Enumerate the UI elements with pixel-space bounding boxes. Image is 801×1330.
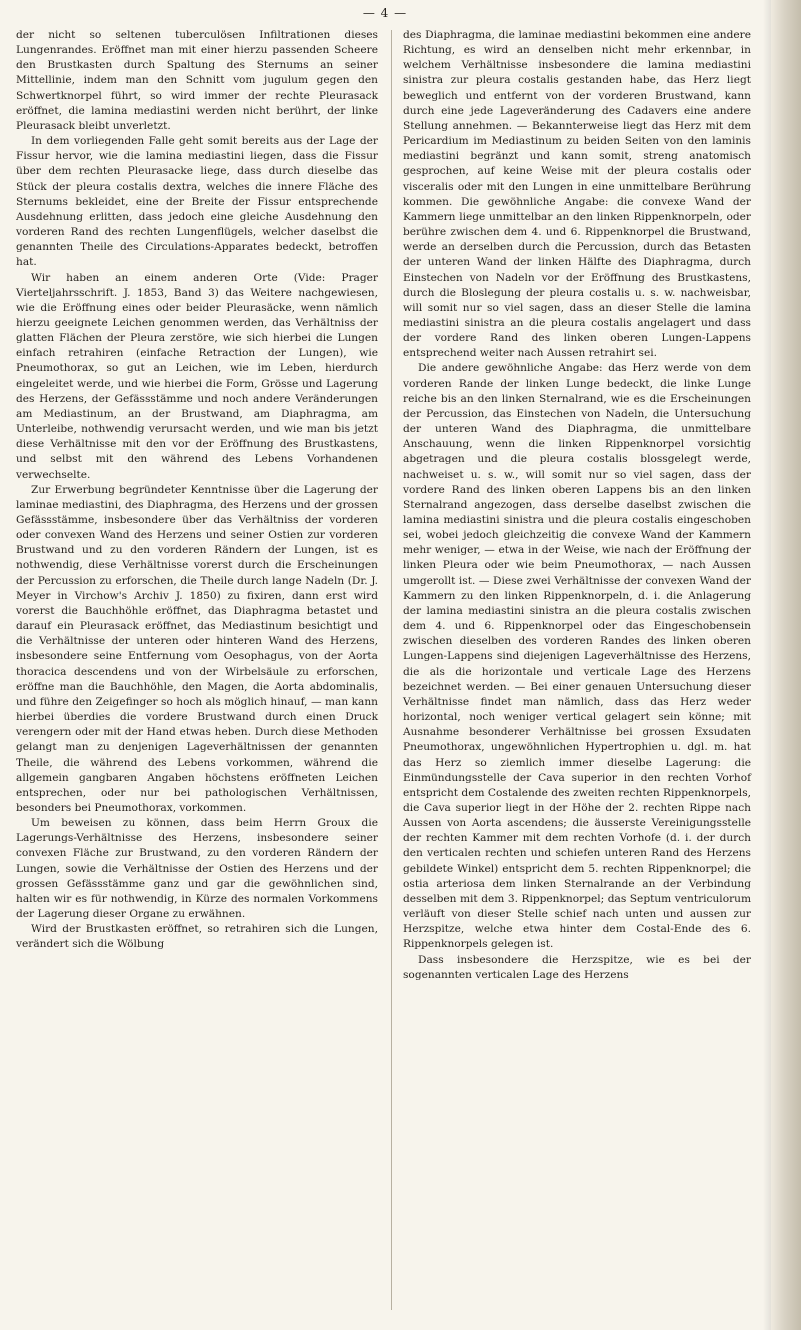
paragraph: der nicht so seltenen tuberculösen Infiltrationen dieses Lungenrandes. Eröffnet man mit einer hierzu passenden Scheere den Brustkasten durch Spaltung des Sternums an seiner Mittellinie, indem man den Schnitt vom jugulum gegen den Schwertknorpel führt, so wird immer der rechte Pleurasack eröffnet, die lamina mediastini werden nicht berührt, der linke Pleurasack bleibt unverletzt. [16, 29, 378, 132]
paragraph: Wir haben an einem anderen Orte (Vide: Prager Vierteljahrsschrift. J. 1853, Band 3) das Weitere nachgewiesen, wie die Eröffnung eines oder beider Pleurasäcke, wenn nämlich hierzu geeignete Leichen genommen werden, das Verhältniss der glatten Flächen der Pleura zerstöre, wie sich hierbei die Lungen einfach retrahiren (einfache Retraction der Lungen), wie Pneumothorax, so gut an Leichen, wie im Leben, hierdurch eingeleitet werde, und wie hierbei die Form, Grösse und Lagerung des Herzens, der Gefässstämme und noch andere Veränderungen am Mediastinum, an der Brustwand, am Diaphragma, am Unterleibe, nothwendig verursacht werden, und wie man bis jetzt diese Verhältnisse mit den vor der Eröffnung des Brustkastens, und selbst mit den während des Lebens Vorhandenen verwechselte. [16, 271, 378, 481]
page-gutter-shadow [763, 0, 771, 1330]
column-divider [391, 30, 392, 1310]
paragraph: In dem vorliegenden Falle geht somit bereits aus der Lage der Fissur hervor, wie die lamina mediastini liegen, dass die Fissur über dem rechten Pleurasacke liege, dass durch dieselbe das Stück der pleura costalis dextra, welches die innere Fläche des Sternums bekleidet, eine der Breite der Fissur entsprechende Ausdehnung erlitten, dass jedoch eine gleiche Ausdehnung den vorderen Rand des rechten Lungenflügels, welcher daselbst die genannten Theile des Circulations-Apparates bedeckt, betroffen hat. [16, 135, 378, 269]
paragraph: Dass insbesondere die Herzspitze, wie es bei der sogenannten verticalen Lage des Herzens [403, 953, 751, 981]
left-text-column [16, 28, 378, 953]
paragraph: Die andere gewöhnliche Angabe: das Herz werde von dem vorderen Rande der linken Lunge bedeckt, die linke Lunge reiche bis an den linken Sternalrand, wie es die Erscheinungen der Percussion, das Einstechen von Nadeln, die Untersuchung der unteren Wand des Diaphragma, die unmittelbare Anschauung, wenn die linken Rippenknorpel vorsichtig abgetragen und die pleura costalis blossgelegt werde, nachweiset u. s. w., will somit nur so viel sagen, dass der vordere Rand des linken oberen Lappens bis an den linken Sternalrand angezogen, dass derselbe daselbst zwischen die lamina mediastini sinistra und die pleura costalis eingeschoben sei, wobei jedoch gleichzeitig die convexe Wand der Kammern mehr weniger, — etwa in der Weise, wie nach der Eröffnung der linken Pleura oder wie beim Pneumothorax, — nach Aussen umgerollt ist. — Diese zwei Verhältnisse der convexen Wand der Kammern zu den linken Rippenknorpeln, d. i. die Anlagerung der lamina mediastini sinistra an die pleura costalis zwischen dem 4. und 6. Rippenknorpel oder das Eingeschobensein zwischen dieselben des vorderen Randes des linken oberen Lungen-Lappens sind diejenigen Lageverhältnisse des Herzens, die als die horizontale und verticale Lage des Herzens bezeichnet werden. — Bei einer genauen Untersuchung dieser Verhältnisse findet man nämlich, dass das Herz weder horizontal, noch weniger vertical gelagert sein könne; mit Ausnahme besonderer Verhältnisse bei grossen Exsudaten Pneumothorax, ungewöhnlichen Hypertrophien u. dgl. m. hat das Herz so ziemlich immer dieselbe Lagerung: die Einmündungsstelle der Cava superior in den rechten Vorhof entspricht dem Costalende des zweiten rechten Rippenknorpels, die Cava superior liegt in der Höhe der 2. rechten Rippe nach Aussen von Aorta ascendens; die äusserste Vereinigungsstelle der rechten Kammer mit dem rechten Vorhofe (d. i. der durch den verticalen rechten und schiefen unteren Rand des Herzens gebildete Winkel) entspricht dem 5. rechten Rippenknorpel; die ostia arteriosa dem linken Sternalrande an der Verbindung desselben mit dem 3. Rippenknorpel; das Septum ventriculorum verläuft von dieser Stelle schief nach unten und aussen zur Herzspitze, welche etwa hinter dem Costal-Ende des 6. Rippenknorpels gelegen ist. [403, 362, 751, 951]
right-text-column [403, 28, 751, 983]
paragraph: des Diaphragma, die laminae mediastini bekommen eine andere Richtung, es wird an denselben nicht mehr erkennbar, in welchem Verhältnisse insbesondere die lamina mediastini sinistra zur pleura costalis gestanden habe, das Herz liegt beweglich und entfernt von der vorderen Brustwand, kann durch eine jede Lageveränderung des Cadavers eine andere Stellung annehmen. — Bekannterweise liegt das Herz mit dem Pericardium im Mediastinum zu beiden Seiten von den laminis mediastini begränzt und kann somit, streng anatomisch gesprochen, auf keine Weise mit der pleura costalis oder visceralis oder mit den Lungen in eine unmittelbare Berührung kommen. Die gewöhnliche Angabe: die convexe Wand der Kammern liege unmittelbar an den linken Rippenknorpeln, oder berühre zwischen dem 4. und 6. Rippenknorpel die Brustwand, werde an derselben durch die Percussion, durch das Betasten der unteren Wand der linken Hälfte des Diaphragma, durch Einstechen von Nadeln vor der Eröffnung des Brustkastens, durch die Bloslegung der pleura costalis u. s. w. nachweisbar, will somit nur so viel sagen, dass an dieser Stelle die lamina mediastini sinistra an die pleura costalis angelagert und dass der vordere Rand des linken oberen Lungen-Lappens entsprechend weiter nach Aussen retrahirt sei. [403, 29, 751, 360]
page-number: — 4 — [362, 6, 408, 20]
paragraph: Wird der Brustkasten eröffnet, so retrahiren sich die Lungen, verändert sich die Wölbung [16, 923, 378, 951]
adjacent-page-edge [771, 0, 801, 1330]
paragraph: Um beweisen zu können, dass beim Herrn Groux die Lagerungs-Verhältnisse des Herzens, insbesondere seiner convexen Fläche zur Brustwand, zu den vorderen Rändern der Lungen, sowie die Verhältnisse der Ostien des Herzens und der grossen Gefässstämme ganz und gar die gewöhnlichen sind, halten wir es für nothwendig, in Kürze des normalen Vorkommens der Lagerung dieser Organe zu erwähnen. [16, 817, 378, 921]
paragraph: Zur Erwerbung begründeter Kenntnisse über die Lagerung der laminae mediastini, des Diaphragma, des Herzens und der grossen Gefässstämme, insbesondere über das Verhältniss der vorderen oder convexen Wand des Herzens und seiner Ostien zur vorderen Brustwand und zu den vorderen Rändern der Lungen, ist es nothwendig, diese Verhältnisse vorerst durch die Erscheinungen der Percussion zu erforschen, die Theile durch lange Nadeln (Dr. J. Meyer in Virchow's Archiv J. 1850) zu fixiren, dann erst wird vorerst die Bauchhöhle eröffnet, das Diaphragma betastet und darauf ein Pleurasack eröffnet, das Mediastinum besichtigt und die Verhältnisse der unteren oder hinteren Wand des Herzens, insbesondere seine Entfernung vom Oesophagus, von der Aorta thoracica descendens und von der Wirbelsäule zu erforschen, eröffne man die Bauchhöhle, den Magen, die Aorta abdominalis, und führe den Zeigefinger so hoch als möglich hinauf, — man kann hierbei überdies die vordere Brustwand durch einen Druck verengern oder mit der Hand etwas heben. Durch diese Methoden gelangt man zu denjenigen Lageverhältnissen der genannten Theile, die während des Lebens vorkommen, während die allgemein gangbaren Angaben höchstens eröffneten Leichen entsprechen, oder nur bei pathologischen Verhältnissen, besonders bei Pneumothorax, vorkommen. [16, 483, 378, 814]
